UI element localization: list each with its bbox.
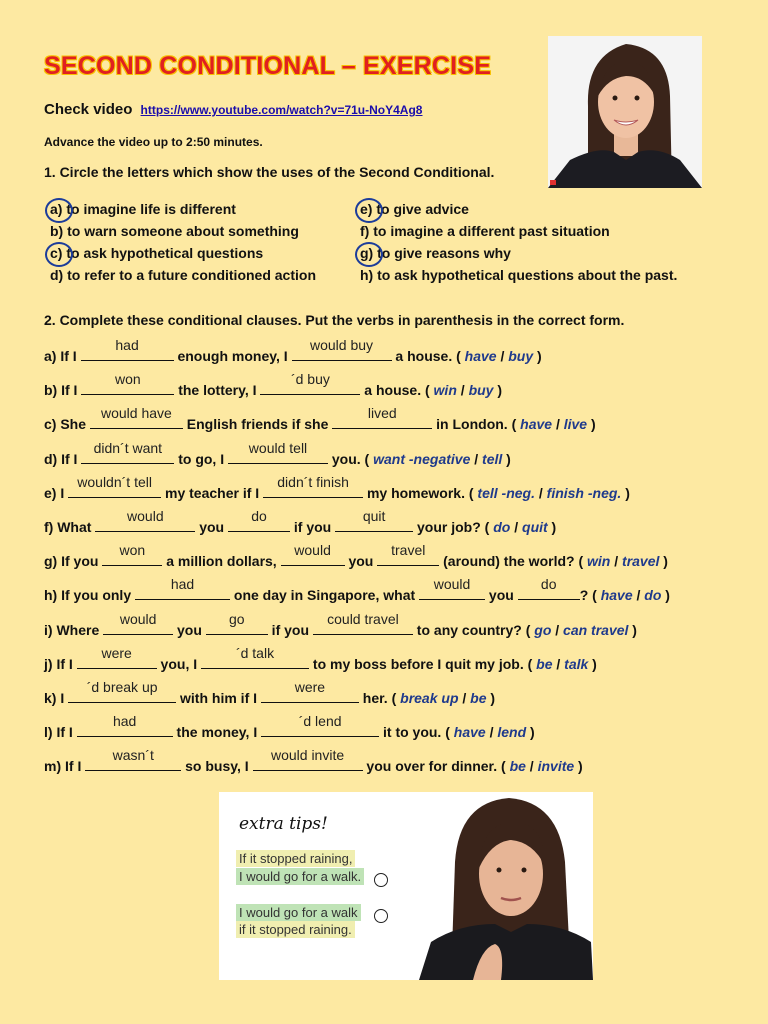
answer-blank[interactable] xyxy=(81,439,174,464)
verb-hint: do xyxy=(493,518,511,535)
sentence-text: c) She xyxy=(44,416,90,433)
sentence-text: you xyxy=(344,553,378,570)
exercise-sentences xyxy=(44,337,744,786)
hint-separator: / xyxy=(525,758,538,775)
answer-blank[interactable] xyxy=(68,678,176,703)
question-2-prompt: 2. Complete these conditional clauses. Put the verbs in parenthesis in the correct form. xyxy=(44,312,625,328)
hint-separator: / xyxy=(458,689,471,706)
extra-tips-image xyxy=(219,792,593,980)
answer-blank[interactable] xyxy=(335,507,413,532)
handwritten-answer: wouldn´t tell xyxy=(77,473,152,490)
handwritten-answer: ´d talk xyxy=(235,644,275,661)
answer-blank[interactable] xyxy=(102,542,162,566)
option-text: g) to give reasons why xyxy=(360,245,511,261)
verb-hint: can travel xyxy=(563,621,629,638)
hint-close: ) xyxy=(547,518,557,535)
handwritten-answer: had xyxy=(112,713,137,730)
sentence-text: the money, I xyxy=(172,724,262,741)
answer-blank[interactable] xyxy=(77,644,157,669)
option-text: f) to imagine a different past situation xyxy=(360,223,610,239)
answer-blank[interactable] xyxy=(419,576,485,600)
handwritten-answer: would buy xyxy=(310,337,374,353)
hint-separator: / xyxy=(552,655,565,672)
verb-hint: want -negative xyxy=(373,450,471,467)
option-text: h) to ask hypothetical questions about the past. xyxy=(360,267,678,283)
q1-options-left xyxy=(50,198,316,286)
option-f xyxy=(360,220,677,242)
handwritten-answer: quit xyxy=(362,507,386,524)
handwritten-answer: lived xyxy=(367,405,397,422)
sentence-text: enough money, I xyxy=(173,348,292,364)
sentence-text: my teacher if I xyxy=(161,484,264,501)
handwritten-answer: ´d break up xyxy=(86,678,158,695)
teacher-portrait-icon xyxy=(548,36,702,188)
sentence-text: g) If you xyxy=(44,553,103,570)
hint-separator: / xyxy=(632,587,645,604)
answer-blank[interactable] xyxy=(228,439,328,464)
verb-hint: go xyxy=(534,621,552,638)
sentence-text: one day in Singapore, what xyxy=(230,587,420,604)
tip-line: If it stopped raining, xyxy=(236,850,355,867)
handwritten-answer: were xyxy=(101,644,132,661)
verb-hint: invite xyxy=(537,758,575,775)
hint-separator: / xyxy=(534,484,547,501)
verb-hint: have xyxy=(453,724,486,741)
check-video-label: Check video xyxy=(44,101,133,118)
answer-blank[interactable] xyxy=(201,644,309,669)
verb-hint: finish -neg. xyxy=(546,484,622,501)
hint-separator: / xyxy=(496,348,509,364)
answer-blank[interactable] xyxy=(292,337,392,361)
answer-blank[interactable] xyxy=(518,576,580,600)
answer-blank[interactable] xyxy=(377,542,439,566)
page-title: SECOND CONDITIONAL – EXERCISE xyxy=(44,52,492,80)
option-c xyxy=(50,242,316,264)
verb-hint: tell xyxy=(482,450,503,467)
handwritten-answer: travel xyxy=(391,542,426,559)
handwritten-answer: would tell xyxy=(248,439,308,456)
hint-close: ) xyxy=(493,382,503,399)
hint-separator: / xyxy=(456,382,469,399)
verb-hint: do xyxy=(644,587,662,604)
sentence-text: you over for dinner. ( xyxy=(362,758,510,775)
sentence-text: with him if I xyxy=(176,689,261,706)
option-text: d) to refer to a future conditioned action xyxy=(50,267,316,283)
answer-blank[interactable] xyxy=(332,405,432,429)
answer-blank[interactable] xyxy=(228,507,290,532)
sentence-text: m) If I xyxy=(44,758,86,775)
tips-title: extra tips! xyxy=(239,814,328,834)
sentence-text: to any country? ( xyxy=(412,621,535,638)
hint-close: ) xyxy=(502,450,511,467)
option-text: a) to imagine life is different xyxy=(50,201,236,217)
tip-line: I would go for a walk xyxy=(236,904,361,921)
hint-separator: / xyxy=(610,553,623,570)
sentence-text: you xyxy=(485,587,518,604)
sentence-text: j) If I xyxy=(44,655,77,672)
verb-hint: travel xyxy=(622,553,660,570)
sentence-text: a house. ( xyxy=(360,382,434,399)
verb-hint: lend xyxy=(497,724,527,741)
hint-close: ) xyxy=(574,758,583,775)
sentence-text: a million dollars, xyxy=(162,553,281,570)
sentence-text: her. ( xyxy=(358,689,401,706)
sentence-text: it to you. ( xyxy=(379,724,454,741)
handwritten-answer: would xyxy=(127,507,164,524)
verb-hint: tell -neg. xyxy=(477,484,535,501)
teacher-photo xyxy=(548,36,702,188)
handwritten-answer: had xyxy=(115,337,139,353)
sentence-text: if you xyxy=(267,621,313,638)
verb-hint: have xyxy=(520,416,553,433)
hint-close: ) xyxy=(621,484,630,501)
video-link[interactable]: https://www.youtube.com/watch?v=71u-NoY4Ag8 xyxy=(140,103,423,117)
sentence-text: e) I xyxy=(44,484,69,501)
sentence-text: the lottery, I xyxy=(174,382,261,399)
handwritten-answer: had xyxy=(170,576,195,593)
answer-blank[interactable] xyxy=(281,542,345,566)
verb-hint: have xyxy=(600,587,633,604)
option-text: e) to give advice xyxy=(360,201,469,217)
handwritten-answer: do xyxy=(540,576,557,593)
handwritten-answer: would xyxy=(294,542,331,559)
circle-icon xyxy=(374,909,388,923)
answer-blank[interactable] xyxy=(263,473,363,498)
hint-separator: / xyxy=(485,724,498,741)
sentence-text: l) If I xyxy=(44,724,77,741)
verb-hint: buy xyxy=(468,382,494,399)
answer-blank[interactable] xyxy=(81,371,174,395)
option-text: c) to ask hypothetical questions xyxy=(50,245,264,261)
hint-close: ) xyxy=(486,689,496,706)
answer-blank[interactable] xyxy=(90,405,183,429)
answer-blank[interactable] xyxy=(261,713,379,737)
sentence-text: ? ( xyxy=(579,587,601,604)
sentence-text: my homework. ( xyxy=(363,484,478,501)
answer-blank[interactable] xyxy=(85,747,181,771)
handwritten-answer: could travel xyxy=(327,610,399,627)
answer-blank[interactable] xyxy=(103,610,173,635)
answer-blank[interactable] xyxy=(81,337,174,361)
tip-line: if it stopped raining. xyxy=(236,921,355,938)
circle-icon xyxy=(374,873,388,887)
answer-blank[interactable] xyxy=(313,610,413,635)
verb-hint: win xyxy=(433,382,457,399)
verb-hint: be xyxy=(509,758,526,775)
answer-blank[interactable] xyxy=(95,507,195,532)
answer-blank[interactable] xyxy=(68,473,161,498)
answer-blank[interactable] xyxy=(135,576,230,600)
sentence-text: you xyxy=(173,621,206,638)
hint-close: ) xyxy=(526,724,535,741)
option-text: b) to warn someone about something xyxy=(50,223,299,239)
hint-close: ) xyxy=(588,655,597,672)
verb-hint: live xyxy=(563,416,588,433)
hint-close: ) xyxy=(587,416,596,433)
sentence-text: a) If I xyxy=(44,348,81,364)
verb-hint: have xyxy=(464,348,497,364)
sentence-text: f) What xyxy=(44,518,96,535)
check-video-line xyxy=(44,101,422,118)
handwritten-answer: ´d buy xyxy=(290,371,330,388)
option-a xyxy=(50,198,316,220)
tip-line: I would go for a walk. xyxy=(236,868,364,885)
handwritten-answer: would have xyxy=(100,405,172,422)
verb-hint: talk xyxy=(564,655,589,672)
sentence-text: you, I xyxy=(156,655,202,672)
handwritten-answer: didn´t want xyxy=(93,439,163,456)
sentence-text: d) If I xyxy=(44,450,82,467)
sentence-text: k) I xyxy=(44,689,69,706)
sentence-text: (around) the world? ( xyxy=(439,553,588,570)
sentence-text: i) Where xyxy=(44,621,104,638)
sentence-text: English friends if she xyxy=(182,416,333,433)
verb-hint: break up xyxy=(400,689,459,706)
hint-close: ) xyxy=(628,621,637,638)
hint-separator: / xyxy=(551,621,564,638)
verb-hint: buy xyxy=(508,348,534,364)
handwritten-answer: wasn´t xyxy=(112,747,154,764)
hint-close: ) xyxy=(659,553,668,570)
answer-blank[interactable] xyxy=(260,371,360,395)
sentence-text: to my boss before I quit my job. ( xyxy=(309,655,537,672)
sentence-text: b) If I xyxy=(44,382,82,399)
sentence-text: to go, I xyxy=(174,450,228,467)
verb-hint: win xyxy=(587,553,611,570)
handwritten-answer: won xyxy=(119,542,146,559)
handwritten-answer: go xyxy=(229,610,245,627)
sentence-text: your job? ( xyxy=(413,518,494,535)
hint-separator: / xyxy=(470,450,483,467)
handwritten-answer: were xyxy=(294,678,326,695)
sentence-text: so busy, I xyxy=(181,758,253,775)
handwritten-answer: ´d lend xyxy=(298,713,342,730)
option-e xyxy=(360,198,677,220)
advance-instruction: Advance the video up to 2:50 minutes. xyxy=(44,135,263,149)
handwritten-answer: would xyxy=(433,576,471,593)
hint-close: ) xyxy=(661,587,670,604)
handwritten-answer: didn´t finish xyxy=(277,473,349,490)
q1-options-right xyxy=(360,198,677,286)
handwritten-answer: would invite xyxy=(270,747,345,764)
answer-blank[interactable] xyxy=(261,678,359,703)
handwritten-answer: would xyxy=(119,610,157,627)
sentence-text: you. ( xyxy=(327,450,374,467)
verb-hint: quit xyxy=(522,518,548,535)
verb-hint: be xyxy=(470,689,487,706)
question-1-prompt: 1. Circle the letters which show the uses of the Second Conditional. xyxy=(44,164,495,180)
option-b xyxy=(50,220,316,242)
hint-separator: / xyxy=(552,416,564,433)
sentence-text: you xyxy=(195,518,228,535)
option-g xyxy=(360,242,677,264)
hint-separator: / xyxy=(510,518,523,535)
hint-close: ) xyxy=(533,348,542,364)
answer-blank[interactable] xyxy=(253,747,363,771)
answer-blank[interactable] xyxy=(77,713,173,737)
handwritten-answer: won xyxy=(114,371,141,388)
sentence-m xyxy=(44,747,744,786)
handwritten-answer: do xyxy=(251,507,267,524)
option-d xyxy=(50,264,316,286)
answer-blank[interactable] xyxy=(206,610,268,635)
sentence-text: if you xyxy=(290,518,336,535)
sentence-text: a house. ( xyxy=(391,348,465,364)
verb-hint: be xyxy=(536,655,553,672)
sentence-text: in London. ( xyxy=(432,416,521,433)
option-h xyxy=(360,264,677,286)
sentence-text: h) If you only xyxy=(44,587,135,604)
